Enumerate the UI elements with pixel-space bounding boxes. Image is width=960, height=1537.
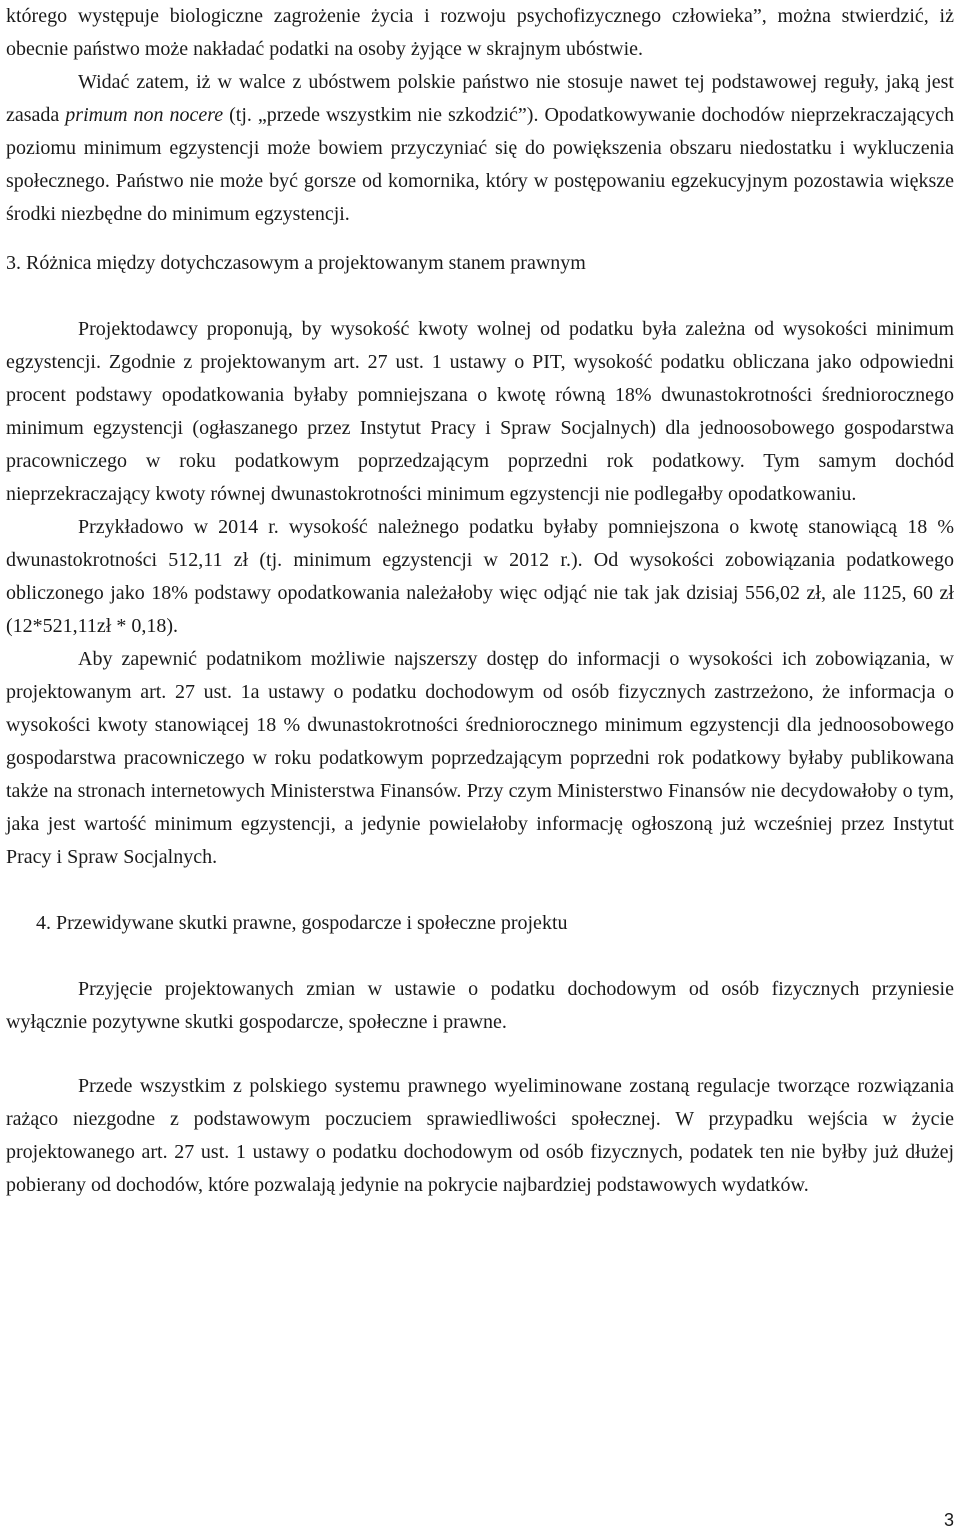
paragraph-przykladowo: Przykładowo w 2014 r. wysokość należnego podatku byłaby pomniejszona o kwotę stanowiącą 18 % dwunastokrotności 512,11 zł (tj. minimum egzystencji w 2012 r.). Od wysokości zobowiązania podatkowego obliczonego jako 18% podstawy opodatkowania należałoby więc odjąć nie tak jak dzisiaj 556,02 zł, ale 1125, 60 zł (12*521,11zł * 0,18). — [6, 516, 954, 637]
latin-phrase: primum non nocere — [65, 104, 224, 126]
paragraph-widac-text-start: Widać zatem, iż w walce z ubóstwem polskie państwo nie stosuje nawet tej podstawowej reguły, jaką jest zasada — [6, 71, 954, 126]
paragraph-widac-text-end: (tj. „przede wszystkim nie szkodzić”). Opodatkowywanie dochodów nieprzekraczających poziomu minimum egzystencji może bowiem przyczyniać się do powiększenia obszaru niedostatku i wykluczenia społecznego. Państwo nie może być gorsze od komornika, który w postępowaniu egzekucyjnym pozostawia większe środki niezbędne do minimum egzystencji. — [6, 104, 954, 225]
paragraph-aby: Aby zapewnić podatnikom możliwie najszerszy dostęp do informacji o wysokości ich zobowiązania, w projektowanym art. 27 ust. 1a ustawy o podatku dochodowym od osób fizycznych zastrzeżono, że informacja o wysokości kwoty stanowiącej 18 % dwunastokrotności średniorocznego minimum egzystencji dla jednoosobowego gospodarstwa pracowniczego w roku podatkowym poprzedzającym poprzedni rok podatkowy byłaby publikowana także na stronach internetowych Ministerstwa Finansów. Przy czym Ministerstwo Finansów nie decydowałoby o tym, jaka jest wartość minimum egzystencji, a jedynie powielałoby informację ogłoszoną już wcześniej przez Instytut Pracy i Spraw Socjalnych. — [6, 648, 954, 868]
paragraph-przyjecie: Przyjęcie projektowanych zmian w ustawie o podatku dochodowym od osób fizycznych przyniesie wyłącznie pozytywne skutki gospodarcze, społeczne i prawne. — [6, 978, 954, 1033]
paragraph-widac — [6, 66, 954, 231]
paragraph-projektodawcy: Projektodawcy proponują, by wysokość kwoty wolnej od podatku była zależna od wysokości minimum egzystencji. Zgodnie z projektowanym art. 27 ust. 1 ustawy o PIT, wysokość podatku obliczana jako odpowiedni procent podstawy opodatkowania byłaby pomniejszana o kwotę równą 18% dwunastokrotności średniorocznego minimum egzystencji (ogłaszanego przez Instytut Pracy i Spraw Socjalnych) dla jednoosobowego gospodarstwa pracowniczego w roku podatkowym poprzedzającym poprzedni rok podatkowy. Tym samym dochód nieprzekraczający kwoty równej dwunastokrotności minimum egzystencji nie podlegałby opodatkowaniu. — [6, 318, 954, 505]
paragraph-przede: Przede wszystkim z polskiego systemu prawnego wyeliminowane zostaną regulacje tworzące rozwiązania rażąco niezgodne z podstawowym poczuciem sprawiedliwości społecznej. W przypadku wejścia w życie projektowanego art. 27 ust. 1 ustawy o podatku dochodowym od osób fizycznych, podatek ten nie byłby już dłużej pobierany od dochodów, które pozwalają jedynie na pokrycie najbardziej podstawowych wydatków. — [6, 1075, 954, 1196]
section-heading-4: 4. Przewidywane skutki prawne, gospodarcze i społeczne projektu — [36, 912, 568, 934]
section-heading-3: 3. Różnica między dotychczasowym a projektowanym stanem prawnym — [6, 252, 586, 274]
page-number: 3 — [943, 1510, 954, 1530]
document-page — [6, 0, 954, 1202]
paragraph-continuation: którego występuje biologiczne zagrożenie życia i rozwoju psychofizycznego człowieka”, można stwierdzić, iż obecnie państwo może nakładać podatki na osoby żyjące w skrajnym ubóstwie. — [6, 5, 954, 60]
